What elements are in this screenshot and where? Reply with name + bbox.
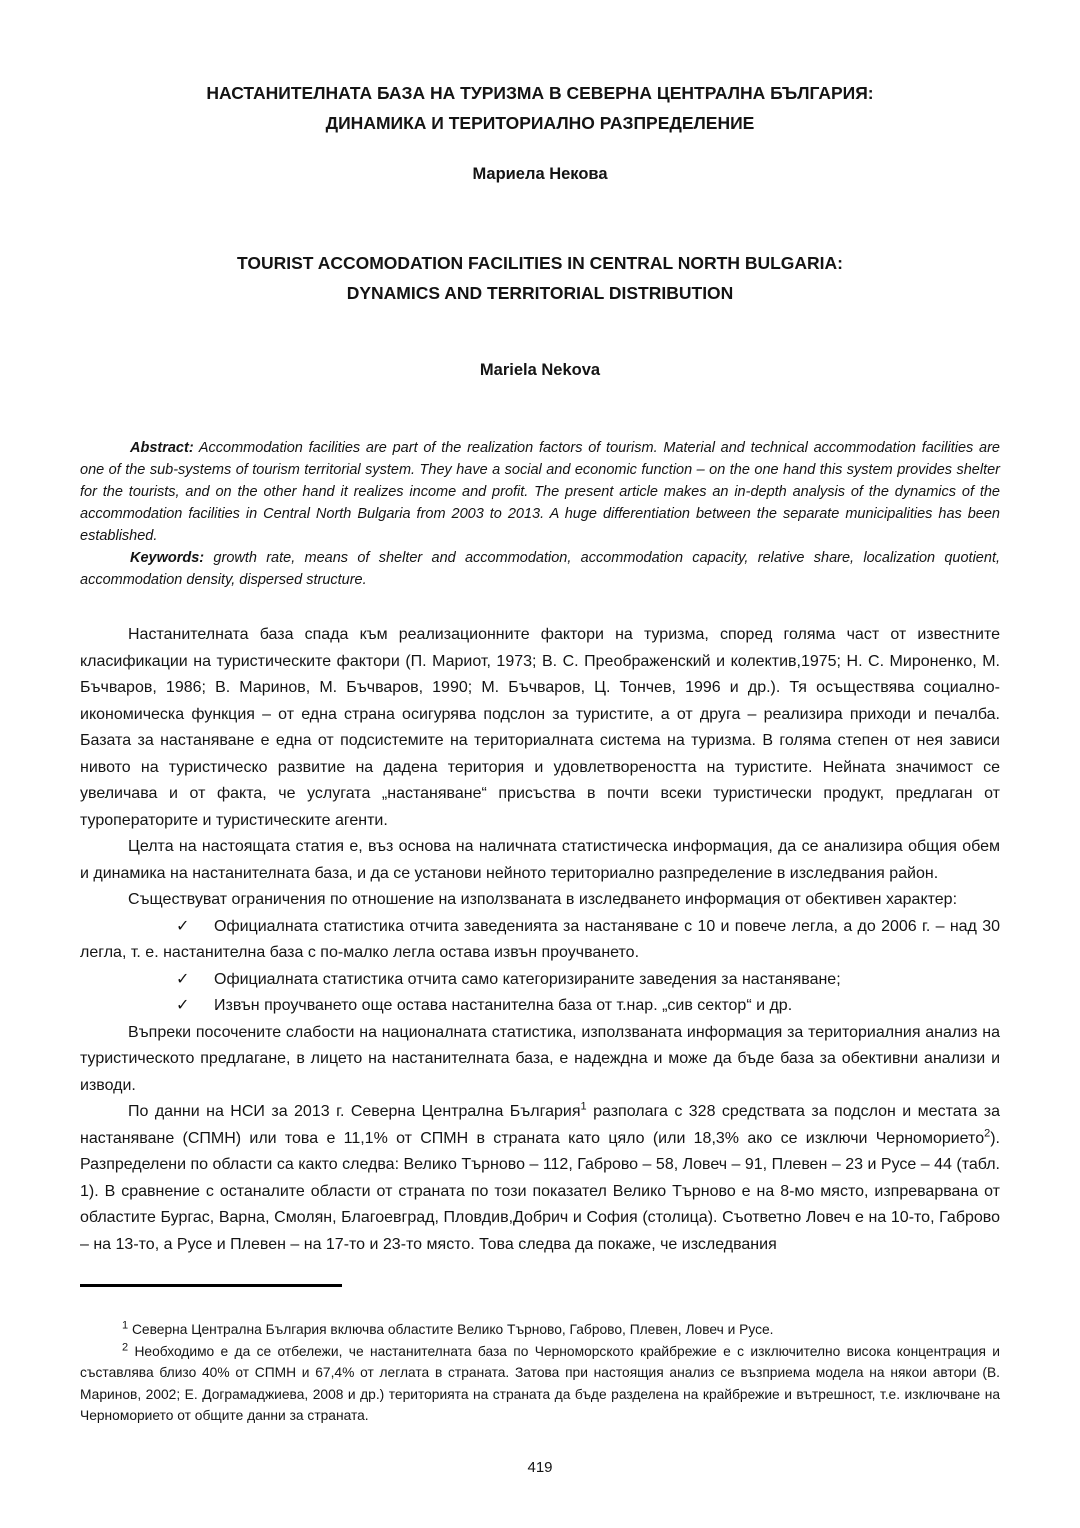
limitation-bullet-1: [80, 914, 1000, 967]
footnote-2-text: Необходимо е да се отбележи, че настанителната база по Черноморското крайбрежие е с изключително висока концентрация и съставлява близо 40% от СПМН и 67,4% от леглата в страната. Затова при настоящия анализ се възприема модела на някои автори (В. Маринов, 2002; Е. Дограмаджиева, 2008 и др.) територията на страната да бъде разделена на крайбрежие и вътрешност, т.е. изключване на Черноморието от общите данни за страната.: [80, 1343, 1000, 1423]
body-paragraph-5: [80, 1099, 1000, 1258]
keywords-paragraph: [80, 547, 1000, 591]
body-paragraph-2: Целта на настоящата статия е, въз основа на наличната статистическа информация, да се анализира общия обем и динамика на настанителната база, и да се установи нейното териториално разпределение в изследвания район.: [80, 838, 1000, 882]
body-paragraph-5-part1: По данни на НСИ за 2013 г. Северна Централна България: [128, 1103, 581, 1120]
checkmark-icon: ✓: [176, 970, 190, 988]
limitation-bullet-3-text: Извън проучването още остава настанителна база от т.нар. „сив сектор“ и др.: [214, 997, 793, 1014]
abstract-label: Abstract:: [130, 440, 194, 456]
footnote-2-number: 2: [122, 1340, 129, 1353]
footnote-1: [80, 1319, 1000, 1341]
body-section: [80, 622, 1000, 1258]
body-paragraph-5-part3: ). Разпределени по области са както следва: Велико Търново – 112, Габрово – 58, Ловеч – 91, Плевен – 23 и Русе – 44 (табл. 1). В сравнение с останалите области от страната по този показател Велико Търново е на 8-мо място, изпреварвана от областите Бургас, Варна, Смолян, Благоевград, Пловдив,Добрич и София (столица). Съответно Ловеч е на 10-то, Габрово – на 13-то, а Русе и Плевен – на 17-то и 23-то място. Това следва да покаже, че изследвания: [80, 1129, 1000, 1253]
footnote-separator-rule: [80, 1284, 342, 1287]
footnote-2: [80, 1341, 1000, 1427]
author-name-english: Mariela Nekova: [479, 361, 601, 379]
body-paragraph-3: Съществуват ограничения по отношение на използваната в изследването информация от обективен характер:: [128, 891, 958, 908]
limitation-bullet-2-text: Официалната статистика отчита само категоризираните заведения за настаняване;: [214, 970, 841, 988]
keywords-text: growth rate, means of shelter and accommodation, accommodation capacity, relative share, localization quotient, accommodation density, dispersed structure.: [80, 550, 1000, 588]
body-paragraph-4: Въпреки посочените слабости на националната статистика, използваната информация за териториалния анализ на туристическото предлагане, в лицето на настанителната база, е надеждна и може да бъде база за обективни анализи и изводи.: [80, 1023, 1000, 1094]
body-paragraph-5-part2: разполага с 328 средствата за подслон и местата за настаняване (СПМН) или това е 11,1% от СПМН в страната като цяло (или 18,3% ако се изключи Черноморието: [80, 1103, 1000, 1147]
footnote-ref-1: 1: [580, 1100, 587, 1113]
body-paragraph-1: Настанителната база спада към реализационните фактори на туризма, според голяма част от известните класификации на туристическите фактори (П. Мариот, 1973; В. С. Преображенский и колектив,1975; Н. С. Мироненко, М. Бъчваров, 1986; В. Маринов, М. Бъчваров, 1990; М. Бъчваров, Ц. Тончев, 1996 и др.). Тя осъществява социално-икономическа функция – от една страна осигурява подслон за туристите, а от друга – реализира приходи и печалба. Базата за настаняване е една от подсистемите на териториалната система на туризма. В голяма степен от нея зависи нивото на туристическо развитие на дадена територия и удовлетвореността на туристите. Нейната значимост се увеличава и от факта, че услугата „настаняване“ присъства в почти всеки туристически продукт, предлаган от туроператорите и туристическите агенти.: [80, 626, 1000, 829]
checkmark-icon: ✓: [176, 917, 190, 935]
title-en-line1: TOURIST ACCOMODATION FACILITIES IN CENTRAL NORTH BULGARIA:: [237, 253, 843, 273]
keywords-label: Keywords:: [130, 550, 205, 566]
limitation-bullet-3: [80, 993, 1000, 1020]
abstract-text: Accommodation facilities are part of the realization factors of tourism. Material and technical accommodation facilities are one of the sub-systems of tourism territorial system. They have a social and economic function – on the one hand this system provides shelter for the tourists, and on the other hand it realizes income and profit. The present article makes an in-depth analysis of the dynamics of the accommodation facilities in Central North Bulgaria from 2003 to 2013. A huge differentiation between the separate municipalities has been established.: [80, 440, 1000, 544]
page-number: 419: [527, 1459, 553, 1476]
checkmark-icon: ✓: [176, 997, 190, 1014]
paper-title-english: [80, 248, 1000, 308]
footnote-ref-2: 2: [984, 1127, 991, 1140]
title-bg-line2: ДИНАМИКА И ТЕРИТОРИАЛНО РАЗПРЕДЕЛЕНИЕ: [325, 113, 755, 133]
footnote-1-number: 1: [122, 1319, 129, 1332]
title-bg-line1: НАСТАНИТЕЛНАТА БАЗА НА ТУРИЗМА В СЕВЕРНА ЦЕНТРАЛНА БЪЛГАРИЯ:: [206, 83, 874, 103]
paper-title-bulgarian: [80, 78, 1000, 138]
title-en-line2: DYNAMICS AND TERRITORIAL DISTRIBUTION: [346, 283, 734, 303]
footnote-1-text: Северна Централна България включва областите Велико Търново, Габрово, Плевен, Ловеч и Русе.: [128, 1322, 774, 1337]
limitation-bullet-2: [80, 967, 1000, 994]
author-name-bulgarian: Мариела Некова: [472, 165, 608, 183]
limitation-bullet-1-text: Официалната статистика отчита заведенията за настаняване с 10 и повече легла, а до 2006 г. – над 30 легла, т. е. настанителна база с по-малко легла остава извън проучването.: [80, 917, 1000, 961]
abstract-section: [80, 437, 1000, 591]
abstract-paragraph: [80, 437, 1000, 547]
footnotes-section: [80, 1319, 1000, 1427]
page-content: [0, 78, 1080, 1427]
